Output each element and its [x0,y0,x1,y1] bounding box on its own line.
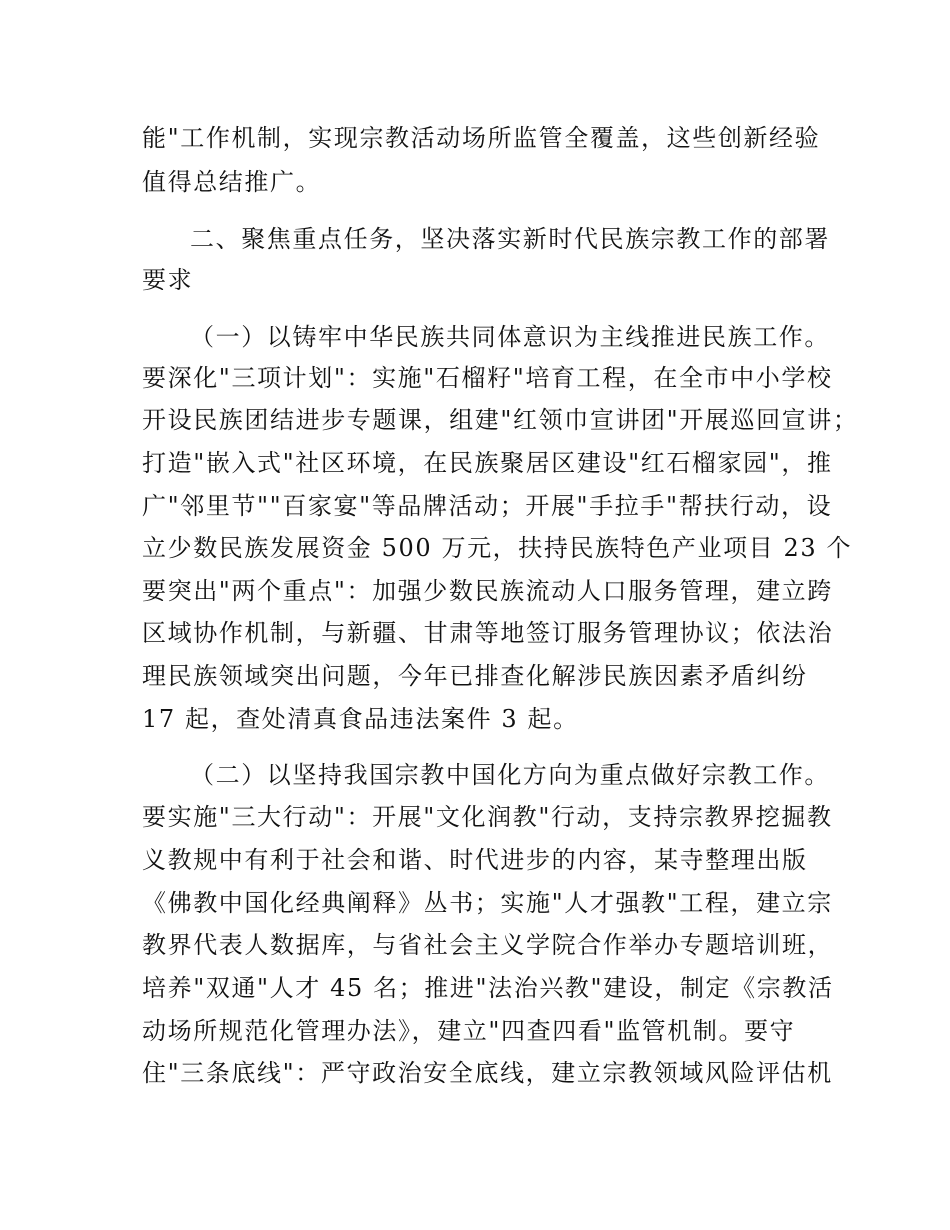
text-line: 广"邻里节""百家宴"等品牌活动；开展"手拉手"帮扶行动，设 [142,492,833,520]
text-line: 要突出"两个重点"：加强少数民族流动人口服务管理，建立跨 [142,577,833,605]
text-line: 立少数民族发展资金 500 万元，扶持民族特色产业项目 23 个 [142,534,853,562]
text-line: 区域协作机制，与新疆、甘肃等地签订服务管理协议；依法治 [142,619,834,647]
text-line: 要深化"三项计划"：实施"石榴籽"培育工程，在全市中小学校 [142,364,833,392]
text-line: 值得总结推广。 [142,168,322,196]
text-line: 打造"嵌入式"社区环境，在民族聚居区建设"红石榴家园"，推 [142,449,833,477]
section-heading: 二、聚焦重点任务，坚决落实新时代民族宗教工作的部署 [190,225,830,253]
text-line: 理民族领域突出问题，今年已排查化解涉民族因素矛盾纠纷 [142,662,808,690]
text-line: 《佛教中国化经典阐释》丛书；实施"人才强教"工程，建立宗 [142,889,833,917]
subsection-heading: （一）以铸牢中华民族共同体意识为主线推进民族工作。 [190,323,830,351]
text-line: 动场所规范化管理办法》，建立"四查四看"监管机制。要守 [142,1017,796,1045]
text-line: 能"工作机制，实现宗教活动场所监管全覆盖，这些创新经验 [142,124,821,152]
section-heading-continued: 要求 [142,266,194,294]
text-line: 要实施"三大行动"：开展"文化润教"行动，支持宗教界挖掘教 [142,803,833,831]
text-line: 教界代表人数据库，与省社会主义学院合作举办专题培训班， [142,931,834,959]
text-line: 开设民族团结进步专题课，组建"红领巾宣讲团"开展巡回宣讲； [142,406,859,434]
text-line: 住"三条底线"：严守政治安全底线，建立宗教领域风险评估机 [142,1059,833,1087]
text-line: 培养"双通"人才 45 名；推进"法治兴教"建设，制定《宗教活 [142,974,834,1002]
text-line: 义教规中有利于社会和谐、时代进步的内容，某寺整理出版 [142,846,808,874]
subsection-heading: （二）以坚持我国宗教中国化方向为重点做好宗教工作。 [190,761,830,789]
text-line: 17 起，查处清真食品违法案件 3 起。 [142,705,579,733]
